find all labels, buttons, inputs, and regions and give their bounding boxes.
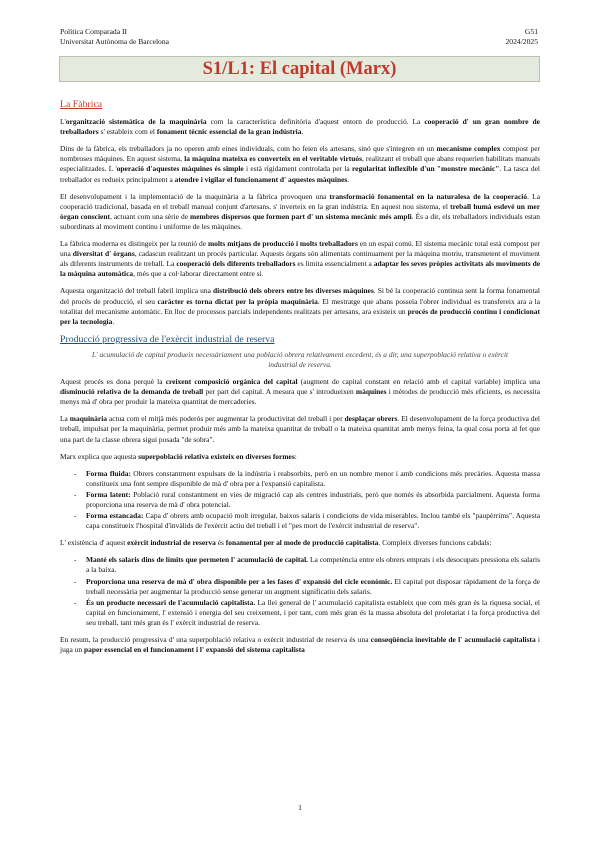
text: Capa d' obrers amb ocupació molt irregular, baixos salaris i condicions de vida miserables. Inclou també els "paupèrrims". Aquesta capa constitueix l'hospital d'invàlids de l'exèrcit actiu del treball i el "pes mort de l'exèrcit industrial de reserva".	[86, 511, 540, 531]
bold-text: molts mitjans de producció i molts treballadors	[207, 239, 358, 249]
bold-text: atendre i vigilar el funcionament d' aquestes màquines	[174, 174, 348, 184]
paragraph	[60, 635, 540, 655]
text: . La tasca del treballador es redueix principalment a	[60, 164, 540, 184]
text: El desenvolupament i la implementació de la maquinària a la fàbrica provoquen una	[60, 191, 330, 201]
bold-text: disminució relativa de la demanda de treball	[60, 387, 204, 397]
bold-text: transformació fonamental en la naturalesa de la cooperació	[329, 191, 528, 201]
text: . Compleix diverses funcions cabdals:	[378, 538, 492, 548]
text: :	[294, 451, 297, 461]
paragraph	[60, 377, 540, 407]
text: Aquest procés es dona perquè la	[60, 377, 166, 387]
bold-text: operació d'aquestes màquines és simple	[116, 164, 244, 174]
bold-text: distribució dels obrers entre les diverses màquines	[213, 286, 374, 296]
header-group: G51	[524, 27, 538, 36]
section-heading-fabrica: La Fàbrica	[60, 99, 103, 110]
text: , cadascun realitzant un procés particular. Aquests òrgans són alimentats continuament per la màquina motriu, transmetent el moviment als diferents instruments de treball. La	[60, 249, 540, 269]
bold-text: Proporciona una reserva de mà d' obra disponible per a les fases d' expansió del cicle econòmic.	[86, 576, 393, 586]
quote: L' acumulació de capital produeix necessàriament una població obrera relativament excedent, és a dir, una superpoblació relativa o exèrcit industrial de reserva.	[91, 349, 509, 369]
text: .	[112, 316, 115, 326]
bold-text: adaptar les seves pròpies activitats als moviments de la màquina automàtica	[60, 259, 541, 279]
bold-text: paper essencial en el funcionament i l' expansió del sistema capitalista	[83, 645, 305, 655]
bold-text: Forma fluida:	[86, 468, 131, 478]
text: Població rural constantment en vies de migració cap als centres industrials, però que només és absorbida parcialment. Aquesta forma proporciona una reserva de mà d' obra potencial.	[86, 489, 540, 509]
text: L'	[60, 117, 66, 127]
text: . El desenvolupament de la força productiva del treball, impulsat per la maquinària, permet produir més amb la mateixa quantitat de treball o la mateixa quantitat amb menys feina, la qual cosa porta al fet que una part de la classe obrera sigui posada "de sobra".	[60, 414, 540, 444]
text: . El mestratge que abans posseïa l'obrer individual es transfereix ara a la totalitat del mecanisme automàtic. En lloc de processos parcials independents realitzats per artesans, ara existeix un	[60, 296, 541, 316]
bold-text: cooperació d' un gran nombre de treballadors	[60, 117, 540, 137]
text: . La cooperació tradicional, basada en el treball manual conjunt d'artesans, s' inverteix en la gran indústria. En aquest nou sistema, el	[60, 191, 540, 211]
text: actua com el mitjà més poderós per augmentar la productivitat del treball i per	[106, 414, 345, 424]
text: En resum, la producció progressiva d' una superpoblació relativa o exèrcit industrial de reserva és una	[60, 635, 371, 645]
text: Aquesta organització del treball fabril implica una	[60, 286, 214, 296]
header-university: Universitat Autònoma de Barcelona	[60, 36, 170, 46]
paragraph	[60, 144, 540, 184]
bold-text: maquinària	[69, 414, 107, 424]
list-item	[74, 555, 540, 575]
text: compost per nombroses màquines. En aquest sistema,	[60, 144, 540, 164]
text: La llei general de l' acumulació capitalista estableix que com més gran és la riquesa social, el capital en funcionament, l' extensió i energia del seu creixement, i per tant, com més gran és la massa absoluta del proletariat i la força productiva del seu treball, tant més gran és l' exèrcit industrial de reserva.	[86, 597, 540, 627]
functions-list	[60, 555, 540, 628]
bold-text: fonamental per al mode de producció capitalista	[225, 538, 379, 548]
bold-text: màquines	[355, 387, 387, 397]
bold-text: diversitat d' òrgans	[72, 249, 135, 259]
text: , realitzant el treball que abans requerien habilitats manuals especialitzades. L '	[60, 154, 540, 174]
bold-text: superpoblació relativa existeix en diverses formes	[138, 451, 295, 461]
text: Marx explica que aquesta	[60, 451, 139, 461]
paragraph	[60, 286, 540, 326]
document-title: S1/L1: El capital (Marx)	[202, 59, 397, 79]
text: .	[347, 174, 350, 184]
bold-text: membres dispersos que formen part d' un sistema mecànic més ampli	[190, 211, 412, 221]
text: El capital pot disposar ràpidament de la força de treball necessària per augmentar la producció sense generar un augment significatiu dels salaris.	[86, 576, 540, 596]
text: i està rígidament controlada per la	[243, 164, 353, 174]
bold-text: procés de producció continu i condicionat per la tecnologia	[60, 306, 540, 326]
text: i juga un	[60, 635, 540, 655]
bold-text: regularitat inflexible d'un "monstre mecànic"	[352, 164, 500, 174]
list-item	[74, 469, 540, 489]
bold-text: conseqüència inevitable de l' acumulació capitalista	[370, 635, 536, 645]
text: . Si bé la cooperació continua sent la forma fonamental del procés de producció, el seu	[60, 286, 540, 306]
paragraph	[60, 538, 540, 548]
bold-text: treball humà esdevé un mer òrgan conscient	[60, 201, 540, 221]
text: .	[301, 127, 304, 137]
text: i mètodes de producció més eficients, es necessita menys mà d' obra per produir la mateixa quantitat de mercaderies.	[60, 387, 541, 407]
bold-text: organització sistemàtica de la maquinària	[65, 117, 207, 127]
text: La competència entre els obrers emprats i els desocupats pressiona els salaris a la baixa.	[86, 555, 540, 575]
list-item	[74, 511, 540, 531]
text: per part del capital. A mesura que s' introdueixen	[203, 387, 356, 397]
text: (augment de capital constant en relació amb el capital variable) implica una	[297, 377, 540, 387]
text: , actuant com una sèrie de	[109, 211, 191, 221]
bold-text: És un producte necessari de l'acumulació capitalista.	[86, 597, 256, 607]
list-item	[74, 577, 540, 597]
bold-text: fonament tècnic essencial de la gran indústria	[156, 127, 302, 137]
document-body	[60, 100, 540, 662]
bold-text: creixent composició orgànica del capital	[165, 377, 298, 387]
paragraph	[60, 117, 540, 137]
text: . És a dir, els treballadors individuals estan subordinats al moviment continu i uniforme de les màquines.	[60, 211, 540, 231]
paragraph	[60, 192, 540, 232]
paragraph	[60, 414, 540, 444]
text: L' existència d' aquest	[60, 538, 128, 548]
text: , més que a col·laborar directament entre si.	[133, 269, 264, 279]
bold-text: cooperació dels diferents treballadors	[176, 259, 296, 269]
section-heading-reserva: Producció progressiva de l'exèrcit industrial de reserva	[60, 333, 275, 345]
text: com la característica definitòria d'aquest entorn de producció. La	[206, 117, 425, 127]
bold-text: desplaçar obrers	[344, 414, 398, 424]
text: es limita essencialment a	[295, 259, 374, 269]
header-course: Política Comparada II	[60, 27, 128, 36]
bold-text: caràcter es torna dictat per la pròpia maquinària	[157, 296, 318, 306]
list-item	[74, 490, 540, 510]
text: La	[60, 414, 70, 424]
forms-list	[60, 469, 540, 532]
bold-text: Forma latent:	[86, 489, 131, 499]
header-year: 2024/2025	[505, 36, 538, 46]
paragraph	[60, 239, 540, 279]
text: en un espai comú. El sistema mecànic total està compost per una	[60, 239, 540, 259]
bold-text: Forma estancada:	[86, 511, 144, 521]
page-number: 1	[298, 803, 302, 812]
bold-text: Manté els salaris dins de límits que permeten l' acumulació de capital.	[86, 555, 309, 565]
text: s' estableix com el	[98, 127, 157, 137]
bold-text: la màquina mateixa es converteix en el veritable virtuós	[184, 154, 363, 164]
paragraph	[60, 452, 540, 462]
text: Obrers constantment expulsats de la indústria i reabsorbits, però en un nombre menor i amb condicions més precàries. Aquesta massa constitueix una font sempre disponible de mà d' obra per a l'expansió capitalista.	[86, 468, 540, 488]
bold-text: mecanisme complex	[436, 144, 501, 154]
title-box	[59, 56, 540, 82]
list-item	[74, 598, 540, 628]
text: La fàbrica moderna es distingeix per la reunió de	[60, 239, 208, 249]
bold-text: exèrcit industrial de reserva	[127, 538, 216, 548]
text: Dins de la fàbrica, els treballadors ja no operen amb eines individuals, com ho feien els artesans, sinó que s'integren en un	[60, 144, 437, 154]
text: és	[215, 538, 226, 548]
